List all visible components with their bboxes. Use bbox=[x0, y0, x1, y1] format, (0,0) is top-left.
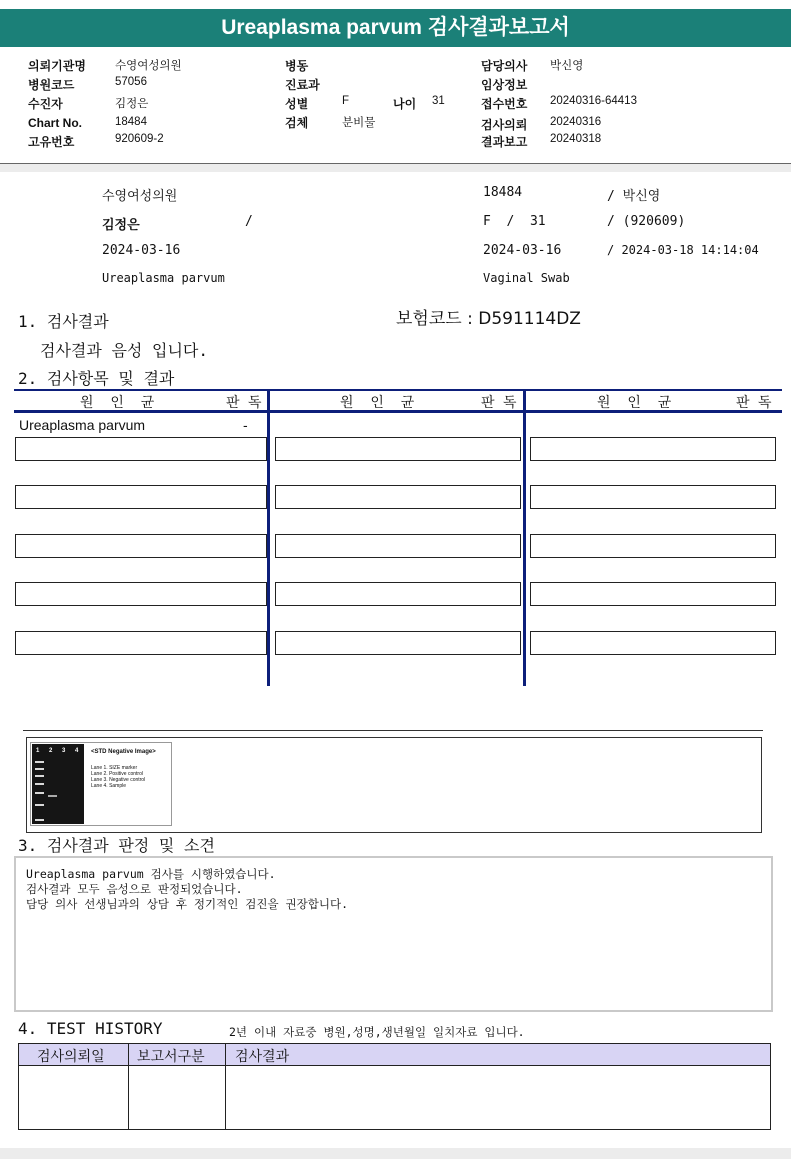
marker-band bbox=[35, 819, 44, 821]
history-col-sep bbox=[128, 1044, 129, 1129]
result-cell bbox=[530, 582, 776, 606]
chart-no-value: 18484 bbox=[115, 116, 147, 128]
gel-legend-item: Lane 4. Sample bbox=[91, 783, 127, 789]
marker-band bbox=[35, 792, 44, 794]
doctor-value: 박신영 bbox=[550, 60, 584, 72]
receipt-no-label: 접수번호 bbox=[481, 97, 528, 111]
gel-legend-item: Lane 2. Positive control bbox=[91, 771, 143, 777]
section2-title: 2. 검사항목 및 결과 bbox=[18, 369, 175, 388]
result-cell bbox=[15, 485, 267, 509]
col2-judgement-header: 판 독 bbox=[481, 395, 517, 411]
table-col-sep-1 bbox=[267, 389, 270, 686]
info-receive-date: 2024-03-16 bbox=[483, 243, 562, 258]
insurance-code: 보험코드 : D591114DZ bbox=[396, 309, 581, 329]
marker-band bbox=[35, 761, 44, 763]
info-birth: / (920609) bbox=[607, 214, 686, 229]
history-header-result: 검사결과 bbox=[235, 1049, 290, 1065]
result-cell bbox=[15, 437, 267, 461]
lane-number: 2 bbox=[49, 748, 53, 754]
specimen-value: 분비물 bbox=[342, 117, 376, 129]
history-header-request-date: 검사의뢰일 bbox=[37, 1049, 105, 1065]
result-cell bbox=[275, 631, 521, 655]
lane-number: 1 bbox=[36, 748, 40, 754]
history-col-sep bbox=[225, 1044, 226, 1129]
doctor-label: 담당의사 bbox=[481, 59, 528, 73]
section1-title: 1. 검사결과 bbox=[18, 312, 109, 331]
history-header-report-type: 보고서구분 bbox=[137, 1049, 205, 1065]
info-chart-no: 18484 bbox=[483, 185, 523, 200]
hospital-code-label: 병원코드 bbox=[28, 78, 75, 92]
result-cell bbox=[530, 485, 776, 509]
result-cell bbox=[275, 534, 521, 558]
age-label: 나이 bbox=[393, 97, 417, 111]
specimen-label: 검체 bbox=[285, 116, 309, 130]
unique-no-label: 고유번호 bbox=[28, 135, 75, 149]
marker-band bbox=[35, 775, 44, 777]
result-judgement: - bbox=[243, 417, 248, 433]
result-pathogen: Ureaplasma parvum bbox=[19, 417, 146, 433]
comment-line: 담당 의사 선생님과의 상담 후 정기적인 검진을 권장합니다. bbox=[26, 897, 349, 911]
result-cell bbox=[15, 534, 267, 558]
unique-no-value: 920609-2 bbox=[115, 133, 164, 145]
dept-label: 진료과 bbox=[285, 78, 320, 92]
table-top-rule bbox=[14, 389, 782, 391]
gel-title: <STD Negative Image> bbox=[91, 749, 156, 755]
info-report-datetime: / 2024-03-18 14:14:04 bbox=[607, 243, 759, 257]
result-cell bbox=[15, 582, 267, 606]
clinic-name-label: 의뢰기관명 bbox=[28, 59, 86, 73]
clinic-name-value: 수영여성의원 bbox=[115, 60, 182, 72]
col1-judgement-header: 판 독 bbox=[226, 395, 262, 411]
comment-box bbox=[14, 856, 773, 1012]
info-patient: 김정은 bbox=[102, 218, 140, 233]
chart-no-label: Chart No. bbox=[28, 116, 82, 130]
marker-band bbox=[35, 783, 44, 785]
marker-band bbox=[35, 768, 44, 770]
sex-label: 성별 bbox=[285, 97, 309, 111]
gel-lanes bbox=[32, 744, 84, 824]
sex-value: F bbox=[342, 95, 350, 107]
request-date-value: 20240316 bbox=[550, 116, 602, 128]
request-date-label: 검사의뢰 bbox=[481, 118, 528, 132]
gel-legend-item: Lane 3. Negative control bbox=[91, 777, 146, 783]
age-value: 31 bbox=[432, 95, 445, 107]
report-date-value: 20240318 bbox=[550, 133, 602, 145]
info-clinic: 수영여성의원 bbox=[102, 189, 178, 204]
result-cell bbox=[275, 437, 521, 461]
section1-summary: 검사결과 음성 입니다. bbox=[40, 341, 209, 360]
result-cell bbox=[530, 437, 776, 461]
clinical-info-label: 임상정보 bbox=[481, 78, 528, 92]
receipt-no-value: 20240316-64413 bbox=[550, 95, 637, 107]
result-cell bbox=[530, 631, 776, 655]
patient-label: 수진자 bbox=[28, 97, 63, 111]
gel-image bbox=[30, 742, 172, 826]
col2-pathogen-header: 원 인 균 bbox=[340, 395, 415, 411]
history-table bbox=[18, 1043, 771, 1130]
history-header-row bbox=[19, 1044, 770, 1066]
result-cell bbox=[15, 631, 267, 655]
info-doctor: / 박신영 bbox=[607, 189, 661, 204]
marker-band bbox=[35, 804, 44, 806]
result-cell bbox=[275, 582, 521, 606]
gel-legend-item: Lane 1. SIZE marker bbox=[91, 765, 138, 771]
hospital-code-value: 57056 bbox=[115, 76, 147, 88]
header-gap bbox=[0, 164, 791, 172]
col3-judgement-header: 판 독 bbox=[736, 395, 772, 411]
lane-number: 3 bbox=[62, 748, 66, 754]
report-date-label: 결과보고 bbox=[481, 135, 528, 149]
comment-line: Ureaplasma parvum 검사를 시행하였습니다. bbox=[26, 867, 276, 881]
gel-top-rule bbox=[23, 730, 763, 731]
comment-line: 검사결과 모두 음성으로 판정되었습니다. bbox=[26, 882, 243, 896]
lane-number: 4 bbox=[75, 748, 79, 754]
info-sex-age: F / 31 bbox=[483, 214, 546, 229]
result-cell bbox=[275, 485, 521, 509]
result-cell bbox=[530, 534, 776, 558]
positive-band bbox=[48, 795, 57, 797]
ward-label: 병동 bbox=[285, 59, 309, 73]
col3-pathogen-header: 원 인 균 bbox=[597, 395, 672, 411]
table-col-sep-2 bbox=[523, 389, 526, 686]
section3-title: 3. 검사결과 판정 및 소견 bbox=[18, 836, 215, 855]
col1-pathogen-header: 원 인 균 bbox=[80, 395, 155, 411]
info-request-date: 2024-03-16 bbox=[102, 243, 181, 258]
info-specimen: Vaginal Swab bbox=[483, 271, 570, 285]
section4-title: 4. TEST HISTORY bbox=[18, 1019, 163, 1038]
history-note: 2년 이내 자료중 병원,성명,생년월일 일치자료 입니다. bbox=[229, 1025, 525, 1039]
info-test-name: Ureaplasma parvum bbox=[102, 271, 225, 285]
patient-value: 김정은 bbox=[115, 98, 149, 110]
info-patient-sep: / bbox=[245, 214, 253, 229]
report-title: Ureaplasma parvum 검사결과보고서 bbox=[0, 9, 791, 47]
